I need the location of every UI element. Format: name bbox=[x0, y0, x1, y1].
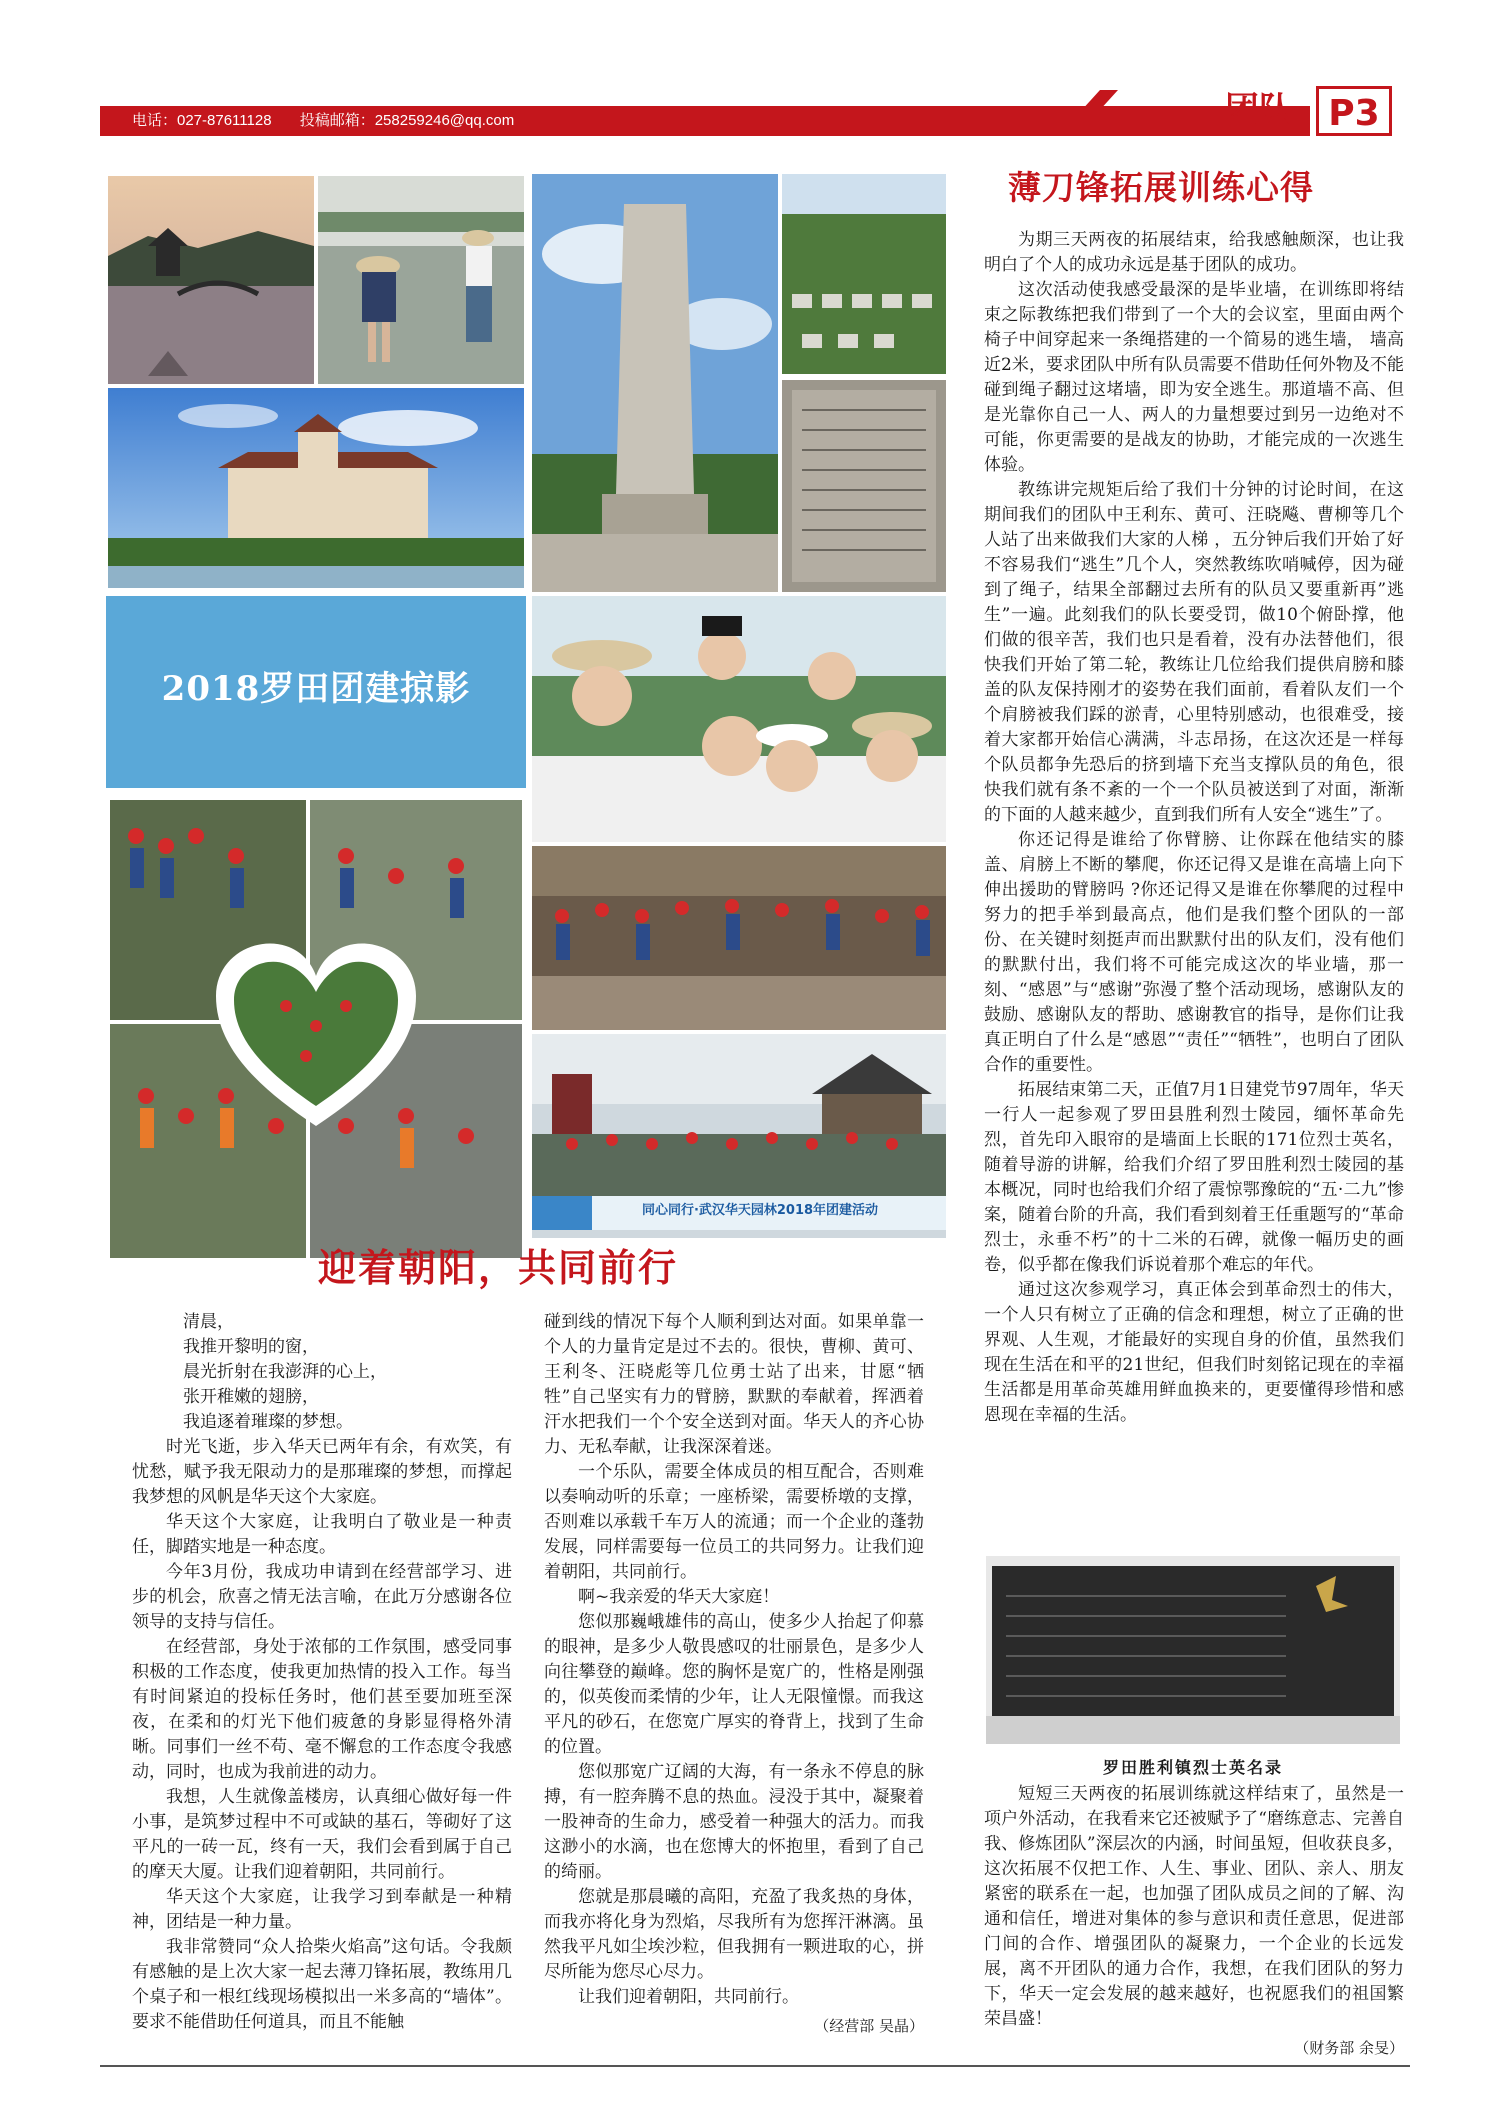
photo-circle-game bbox=[532, 846, 946, 1030]
paragraph: 拓展结束第二天，正值7月1日建党节97周年，华天一行人一起参观了罗田县胜利烈士陵园，缅怀革命先烈，首先印入眼帘的是墙面上长眠的171位烈士英名，随着导游的讲解，给我们介绍了罗田胜利烈士陵园的基本概况，同时也给我们介绍了震惊鄂豫皖的“五·二九”惨案，随着台阶的升高，我们看到刻着王任重题写的“革命烈士，永垂不朽”的十二米的石碑，就像一幅历史的画卷，似乎都在像我们诉说着那个难忘的年代。 bbox=[984, 1080, 1404, 1275]
poem-line: 张开稚嫩的翅膀， bbox=[183, 1387, 319, 1407]
paragraph: 为期三天两夜的拓展结束，给我感触颇深，也让我明白了个人的成功永远是基于团队的成功。 bbox=[984, 230, 1404, 275]
banner-text: 同心同行·武汉华天园林2018年团建活动 bbox=[641, 1203, 879, 1218]
photo-inscription-wall bbox=[782, 380, 946, 592]
paragraph: 这次活动使我感受最深的是毕业墙，在训练即将结束之际教练把我们带到了一个大的会议室，里面由两个椅子中间穿起来一条绳搭建的一个简易的逃生墙， 墙高近2米，要求团队中所有队员需要不借助任何外物及不能碰到绳子翻过这堵墙，即为安全逃生。那道墙不高、但是光靠你自己一人、两人的力量想要过到另一边绝对不可能，你更需要的是战友的协助，才能完成的一次逃生体验。 bbox=[984, 280, 1404, 475]
paragraph: 啊~我亲爱的华天大家庭！ bbox=[578, 1587, 780, 1607]
paragraph: 短短三天两夜的拓展训练就这样结束了，虽然是一项户外活动，在我看来它还被赋予了“磨练意志、完善自我、修炼团队”深层次的内涵，时间虽短，但收获良多，这次拓展不仅把工作、人生、事业、团队、亲人、朋友紧密的联系在一起，也加强了团队成员之间的了解、沟通和信任，增进对集体的参与意识和责任意思，促进部门间的合作、增强团队的凝聚力，一个企业的长远发展，离不开团队的通力合作，我想，在我们团队的努力下，华天一定会发展的越来越好，也祝愿我们的祖国繁荣昌盛！ bbox=[984, 1784, 1404, 2029]
paragraph: 你还记得是谁给了你臂膀、让你踩在他结实的膝盖、肩膀上不断的攀爬，你还记得又是谁在高墙上向下伸出援助的臂膀吗 ?你还记得又是谁在你攀爬的过程中努力的把手举到最高点，他们是我们整个团队的一部份、在关键时刻挺声而出默默付出的队友们，没有他们的默默付出，我们将不可能完成这次的毕业墙，那一刻、“感恩”与“感谢”弥漫了整个活动现场，感谢队友的鼓励、感谢队友的帮助、感谢教官的指导，是你们让我真正明白了什么是“感恩”“责任”“牺牲”，也明白了团队合作的重要性。 bbox=[984, 830, 1404, 1075]
photo-team-activities bbox=[106, 796, 526, 1262]
signature-left: （经营部 吴晶） bbox=[814, 2017, 924, 2035]
photo-memorial-wall bbox=[986, 1556, 1400, 1744]
paragraph: 通过这次参观学习，真正体会到革命烈士的伟大，一个人只有树立了正确的信念和理想，树立了正确的世界观、人生观，才能最好的实现自身的价值，虽然我们现在生活在和平的21世纪，但我们时刻铭记现在的幸福生活都是用革命英雄用鲜血换来的，更要懂得珍惜和感恩现在幸福的生活。 bbox=[984, 1280, 1404, 1425]
photo-group-selfie bbox=[532, 596, 946, 842]
photo-pavilion-lake bbox=[108, 176, 314, 384]
paragraph: 我非常赞同“众人拾柴火焰高”这句话。令我颇有感触的是上次大家一起去薄刀锋拓展，教练用几个桌子和一根红线现场模拟出一米多高的“墙体”。要求不能借助任何道具，而且不能触 bbox=[132, 1937, 512, 2032]
paragraph: 让我们迎着朝阳，共同前行。 bbox=[578, 1987, 799, 2007]
footer-rule bbox=[100, 2065, 1410, 2067]
article-right-body bbox=[984, 228, 1404, 1428]
paragraph: 您似那宽广辽阔的大海，有一条永不停息的脉搏，有一腔奔腾不息的热血。浸没于其中，凝聚着一股神奇的生命力，感受着一种强大的活力。而我这渺小的水滴，也在您博大的怀抱里，看到了自己的绮丽。 bbox=[544, 1762, 924, 1882]
photo-collage-top bbox=[104, 172, 528, 590]
poem-line: 我追逐着璀璨的梦想。 bbox=[183, 1412, 353, 1432]
article-left-column-1 bbox=[132, 1310, 512, 2035]
header-slash-decoration bbox=[1060, 90, 1130, 134]
paragraph: 教练讲完规矩后给了我们十分钟的讨论时间，在这期间我们的团队中王利东、黄可、汪晓飚、曹柳等几个人站了出来做我们大家的人梯 ，五分钟后我们开始了好不容易我们“逃生”几个人，突然教练吹哨喊停，因为碰到了绳子，结果全部翻过去所有的队员又要重新再”逃生”一遍。此刻我们的队长要受罚，做10个俯卧撑，他们做的很辛苦，我们也只是看着，没有办法替他们，很快我们开始了第二轮，教练让几位给我们提供肩膀和膝盖的队友保持刚才的姿势在我们面前，看着队友们一个个肩膀被我们踩的淤青，心里特别感动，也很难受，接着大家都开始信心满满，斗志昂扬，在这次还是一样每个队员都争先恐后的挤到墙下充当支撑队员的角色，很快我们就有条不紊的一个一个队员被送到了对面，渐渐的下面的人越来越少，直到我们所有人安全“逃生”了。 bbox=[984, 480, 1404, 825]
paragraph: 一个乐队，需要全体成员的相互配合，否则难以奏响动听的乐章；一座桥梁，需要桥墩的支撑，否则难以承载千车万人的流通；而一个企业的蓬勃发展，同样需要每一位员工的共同努力。让我们迎着朝阳，共同前行。 bbox=[544, 1462, 924, 1582]
article-left-title: 迎着朝阳，共同前行 bbox=[318, 1245, 679, 1290]
paragraph: 在经营部，身处于浓郁的工作氛围，感受同事积极的工作态度，使我更加热情的投入工作。每当有时间紧迫的投标任务时，他们甚至要加班至深夜，在柔和的灯光下他们疲惫的身影显得格外清晰。同事们一丝不苟、毫不懈怠的工作态度令我感动，同时，也成为我前进的动力。 bbox=[132, 1637, 512, 1782]
paragraph: 我想，人生就像盖楼房，认真细心做好每一件小事，是筑梦过程中不可或缺的基石，等砌好了这平凡的一砖一瓦，终有一天，我们会看到属于自己的摩天大厦。让我们迎着朝阳，共同前行。 bbox=[132, 1787, 512, 1882]
page-number: P3 bbox=[1316, 86, 1392, 136]
collage-caption: 2018罗田团建掠影 bbox=[161, 669, 471, 709]
photo-monument bbox=[532, 174, 778, 592]
article-right-body-continued bbox=[984, 1782, 1404, 2061]
paragraph: 您就是那晨曦的高阳，充盈了我炙热的身体，而我亦将化身为烈焰，尽我所有为您挥汗淋漓。虽然我平凡如尘埃沙粒，但我拥有一颗进取的心，拼尽所能为您尽心尽力。 bbox=[544, 1887, 924, 1982]
article-right-title: 薄刀锋拓展训练心得 bbox=[1008, 168, 1314, 207]
header-phone: 电话：027-87611128 bbox=[132, 112, 272, 129]
photo-hotel-building bbox=[108, 388, 524, 588]
photo-people-in-river bbox=[318, 176, 524, 384]
memorial-caption: 罗田胜利镇烈士英名录 bbox=[1102, 1758, 1283, 1777]
poem-line: 清晨， bbox=[183, 1312, 234, 1332]
photo-cemetery bbox=[782, 174, 946, 374]
article-left-column-2 bbox=[544, 1310, 924, 2039]
paragraph: 碰到线的情况下每个人顺利到达对面。如果单靠一个人的力量肯定是过不去的。很快，曹柳、黄可、王利冬、汪晓彪等几位勇士站了出来，甘愿“牺牲”自己坚实有力的臂膀，默默的奉献着，挥洒着汗水把我们一个个安全送到对面。华天人的齐心协力、无私奉献，让我深深着迷。 bbox=[544, 1312, 924, 1457]
paragraph: 华天这个大家庭，让我学习到奉献是一种精神，团结是一种力量。 bbox=[132, 1887, 512, 1932]
paragraph: 华天这个大家庭，让我明白了敬业是一种责任，脚踏实地是一种态度。 bbox=[132, 1512, 512, 1557]
header-contact bbox=[132, 109, 538, 133]
paragraph: 时光飞逝，步入华天已两年有余，有欢笑，有忧愁，赋予我无限动力的是那璀璨的梦想，而撑起我梦想的风帆是华天这个大家庭。 bbox=[132, 1437, 512, 1507]
poem-line: 晨光折射在我澎湃的心上， bbox=[183, 1362, 387, 1382]
signature-right: （财务部 余旻） bbox=[1294, 2039, 1404, 2057]
poem-line: 我推开黎明的窗， bbox=[183, 1337, 319, 1357]
paragraph: 今年3月份，我成功申请到在经营部学习、进步的机会，欣喜之情无法言喻，在此万分感谢各位领导的支持与信任。 bbox=[132, 1562, 512, 1632]
paragraph: 您似那巍峨雄伟的高山，使多少人抬起了仰慕的眼神，是多少人敬畏感叹的壮丽景色，是多少人向往攀登的巅峰。您的胸怀是宽广的，性格是刚强的，似英俊而柔情的少年，让人无限憧憬。而我这平凡的砂石，在您宽广厚实的脊背上，找到了生命的位置。 bbox=[544, 1612, 924, 1757]
header-email: 投稿邮箱：258259246@qq.com bbox=[299, 112, 515, 129]
section-name: 团队 bbox=[1225, 90, 1293, 130]
